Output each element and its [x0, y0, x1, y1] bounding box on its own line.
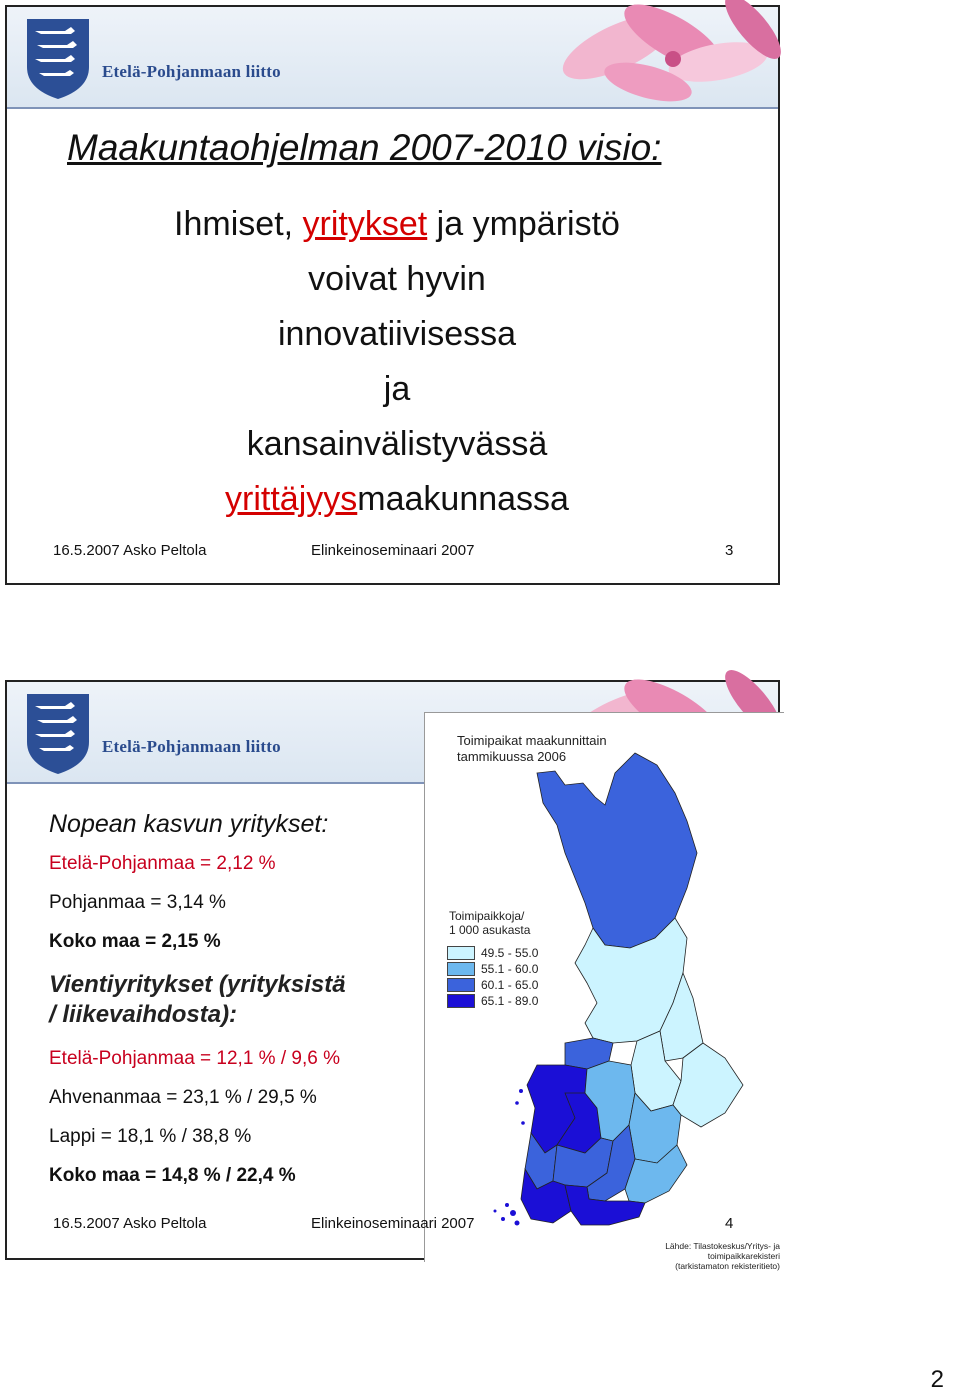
vision-line-4: ja — [383, 370, 411, 408]
legend-item — [447, 961, 538, 977]
vision-text — [47, 197, 747, 527]
highlight-yritykset: yritykset — [302, 205, 428, 243]
legend-item — [447, 945, 538, 961]
slide-footer — [53, 542, 734, 559]
slide-4 — [5, 680, 780, 1271]
legend-item — [447, 993, 538, 1009]
legend-label: 65.1 - 89.0 — [481, 994, 539, 1008]
legend-label: 49.5 - 55.0 — [481, 946, 539, 960]
footer-slide-number: 4 — [725, 1215, 734, 1232]
vision-line-2: voivat hyvin — [308, 260, 486, 298]
legend-swatch — [447, 994, 475, 1008]
map-title — [457, 733, 607, 765]
archipelago-islands — [494, 1089, 525, 1226]
footer-date-author: 16.5.2007 Asko Peltola — [53, 542, 207, 559]
map-title-line: Toimipaikat maakunnittain — [457, 733, 607, 748]
legend-title — [449, 909, 530, 937]
source-line: Lähde: Tilastokeskus/Yritys- ja toimipaikkarekisteri — [665, 1241, 780, 1261]
footer-event: Elinkeinoseminaari 2007 — [311, 542, 475, 559]
footer-event: Elinkeinoseminaari 2007 — [311, 1215, 475, 1232]
vision-line-5: kansainvälistyvässä — [246, 425, 548, 463]
map-source — [615, 1241, 780, 1271]
legend-swatch — [447, 978, 475, 992]
legend-swatch — [447, 946, 475, 960]
stat-koko-maa-growth: Koko maa = 2,15 % — [49, 931, 221, 952]
export-heading: Vientiyritykset (yrityksistä / liikevaihdosta): — [49, 971, 346, 1028]
source-line: (tarkistamaton rekisteritieto) — [675, 1261, 780, 1271]
coat-of-arms-logo — [23, 15, 93, 101]
map-legend — [447, 945, 538, 1009]
region-lappi — [537, 753, 697, 948]
vision-text-part: ja ympäristö — [427, 205, 620, 243]
org-name: Etelä-Pohjanmaan liitto — [102, 737, 281, 756]
vision-line-1 — [47, 197, 747, 252]
org-name: Etelä-Pohjanmaan liitto — [102, 62, 281, 81]
legend-label: 60.1 - 65.0 — [481, 978, 539, 992]
stat-pohjanmaa-growth: Pohjanmaa = 3,14 % — [49, 892, 226, 913]
slide-footer — [53, 1215, 734, 1232]
highlight-yrittajyys: yrittäjyys — [225, 480, 358, 518]
legend-title-line: 1 000 asukasta — [449, 923, 531, 937]
legend-swatch — [447, 962, 475, 976]
growth-stats — [49, 810, 429, 1204]
vision-line-3: innovatiivisessa — [277, 315, 517, 353]
map-title-line: tammikuussa 2006 — [457, 749, 567, 764]
vision-line-6 — [47, 472, 747, 527]
legend-item — [447, 977, 538, 993]
stat-lappi-export: Lappi = 18,1 % / 38,8 % — [49, 1126, 252, 1147]
vision-text-part: Ihmiset, — [174, 205, 303, 243]
legend-label: 55.1 - 60.0 — [481, 962, 539, 976]
stat-etela-pohjanmaa-export: Etelä-Pohjanmaa = 12,1 % / 9,6 % — [49, 1048, 340, 1069]
flower-decoration-icon — [498, 7, 778, 107]
slide-3 — [5, 5, 780, 585]
vision-text-part: maakunnassa — [357, 480, 569, 518]
stat-koko-maa-export: Koko maa = 14,8 % / 22,4 % — [49, 1165, 296, 1186]
coat-of-arms-logo — [23, 690, 93, 776]
slide-title: Maakuntaohjelman 2007-2010 visio: — [67, 127, 662, 168]
section-heading: Nopean kasvun yritykset: — [49, 810, 329, 838]
footer-date-author: 16.5.2007 Asko Peltola — [53, 1215, 207, 1232]
legend-title-line: Toimipaikkoja/ — [449, 909, 525, 923]
page-number: 2 — [930, 1366, 944, 1393]
stat-etela-pohjanmaa-growth: Etelä-Pohjanmaa = 2,12 % — [49, 853, 276, 874]
footer-slide-number: 3 — [725, 542, 734, 559]
header-banner — [7, 7, 778, 107]
stat-ahvenanmaa-export: Ahvenanmaa = 23,1 % / 29,5 % — [49, 1087, 317, 1108]
finland-map-panel — [424, 712, 784, 1271]
header-divider — [7, 107, 778, 109]
